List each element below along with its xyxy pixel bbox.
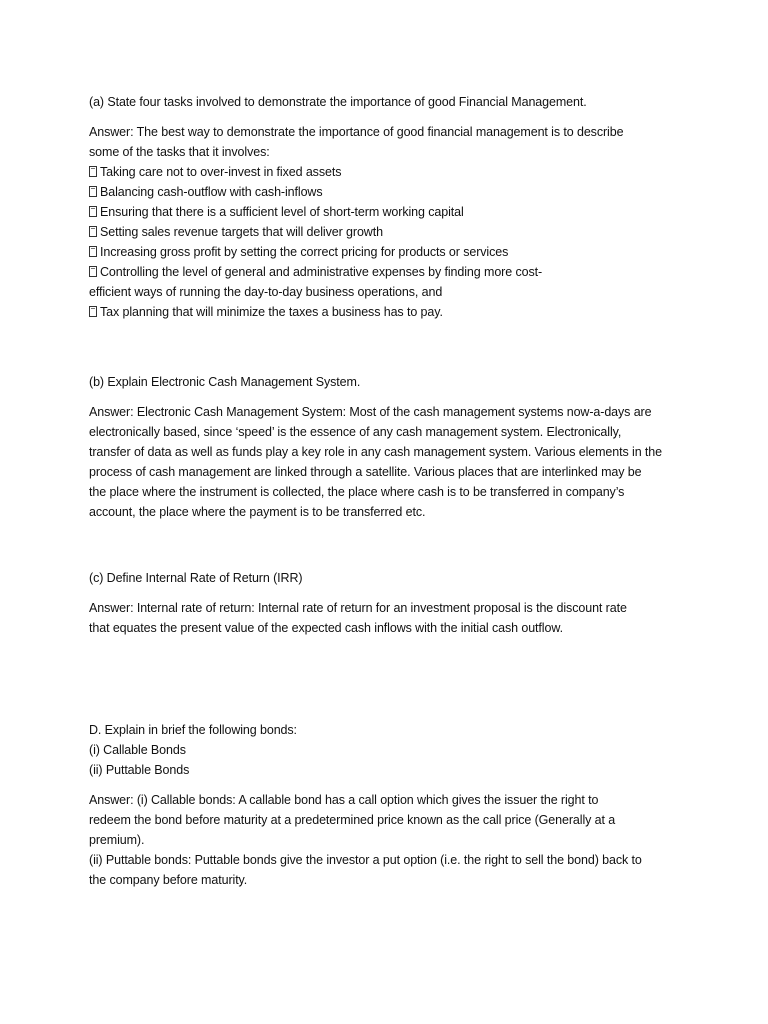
answer-b-line-3: transfer of data as well as funds play a key role in any cash management system. Various elements in the xyxy=(89,445,662,459)
bullet-box-icon xyxy=(89,306,97,317)
bullet-text: Taking care not to over-invest in fixed assets xyxy=(100,165,342,179)
bullet-item xyxy=(89,162,689,182)
answer-b-line-5: the place where the instrument is collected, the place where cash is to be transferred in company’s xyxy=(89,485,625,499)
answer-b-line-4: process of cash management are linked through a satellite. Various places that are interlinked may be xyxy=(89,465,642,479)
bullet-box-icon xyxy=(89,166,97,177)
question-b: (b) Explain Electronic Cash Management System. xyxy=(89,375,361,389)
bullet-text: Increasing gross profit by setting the correct pricing for products or services xyxy=(100,245,509,259)
question-d-line-1: D. Explain in brief the following bonds: xyxy=(89,723,297,737)
answer-d-line-1: Answer: (i) Callable bonds: A callable bond has a call option which gives the issuer the right to xyxy=(89,793,599,807)
answer-d-line-3: premium). xyxy=(89,833,145,847)
bullet-text: Controlling the level of general and administrative expenses by finding more cost- xyxy=(100,265,543,279)
bullet-item xyxy=(89,262,689,282)
bullet-item xyxy=(89,302,689,322)
answer-d-line-5: the company before maturity. xyxy=(89,873,248,887)
answer-b-line-1: Answer: Electronic Cash Management System: Most of the cash management systems now-a-days are xyxy=(89,405,652,419)
bullet-text: Tax planning that will minimize the taxes a business has to pay. xyxy=(100,305,443,319)
bullet-box-icon xyxy=(89,246,97,257)
answer-b-line-2: electronically based, since ‘speed’ is the essence of any cash management system. Electronically, xyxy=(89,425,622,439)
bullet-text: Ensuring that there is a sufficient level of short-term working capital xyxy=(100,205,464,219)
answer-a-line-1: Answer: The best way to demonstrate the importance of good financial management is to describe xyxy=(89,125,624,139)
bullet-box-icon xyxy=(89,266,97,277)
question-d-line-3: (ii) Puttable Bonds xyxy=(89,763,190,777)
bullet-item xyxy=(89,202,689,222)
bullet-continuation: efficient ways of running the day-to-day business operations, and xyxy=(89,285,443,299)
bullet-item xyxy=(89,182,689,202)
section-a xyxy=(89,92,689,322)
answer-d-line-2: redeem the bond before maturity at a predetermined price known as the call price (Generally at a xyxy=(89,813,616,827)
question-c: (c) Define Internal Rate of Return (IRR) xyxy=(89,571,303,585)
question-a: (a) State four tasks involved to demonstrate the importance of good Financial Management. xyxy=(89,95,587,109)
bullet-box-icon xyxy=(89,186,97,197)
bullet-item xyxy=(89,222,689,242)
bullet-text: Balancing cash-outflow with cash-inflows xyxy=(100,185,323,199)
answer-c-line-1: Answer: Internal rate of return: Internal rate of return for an investment proposal is the discount rate xyxy=(89,601,627,615)
section-c xyxy=(89,568,689,638)
answer-a-line-2: some of the tasks that it involves: xyxy=(89,145,270,159)
answer-b-line-6: account, the place where the payment is to be transferred etc. xyxy=(89,505,426,519)
bullet-text: Setting sales revenue targets that will deliver growth xyxy=(100,225,383,239)
bullet-box-icon xyxy=(89,206,97,217)
answer-d-line-4: (ii) Puttable bonds: Puttable bonds give the investor a put option (i.e. the right to sell the bond) back to xyxy=(89,853,642,867)
bullet-item xyxy=(89,242,689,262)
answer-c-line-2: that equates the present value of the expected cash inflows with the initial cash outflow. xyxy=(89,621,563,635)
question-d-line-2: (i) Callable Bonds xyxy=(89,743,186,757)
bullet-box-icon xyxy=(89,226,97,237)
section-b xyxy=(89,372,689,522)
section-d xyxy=(89,720,689,890)
